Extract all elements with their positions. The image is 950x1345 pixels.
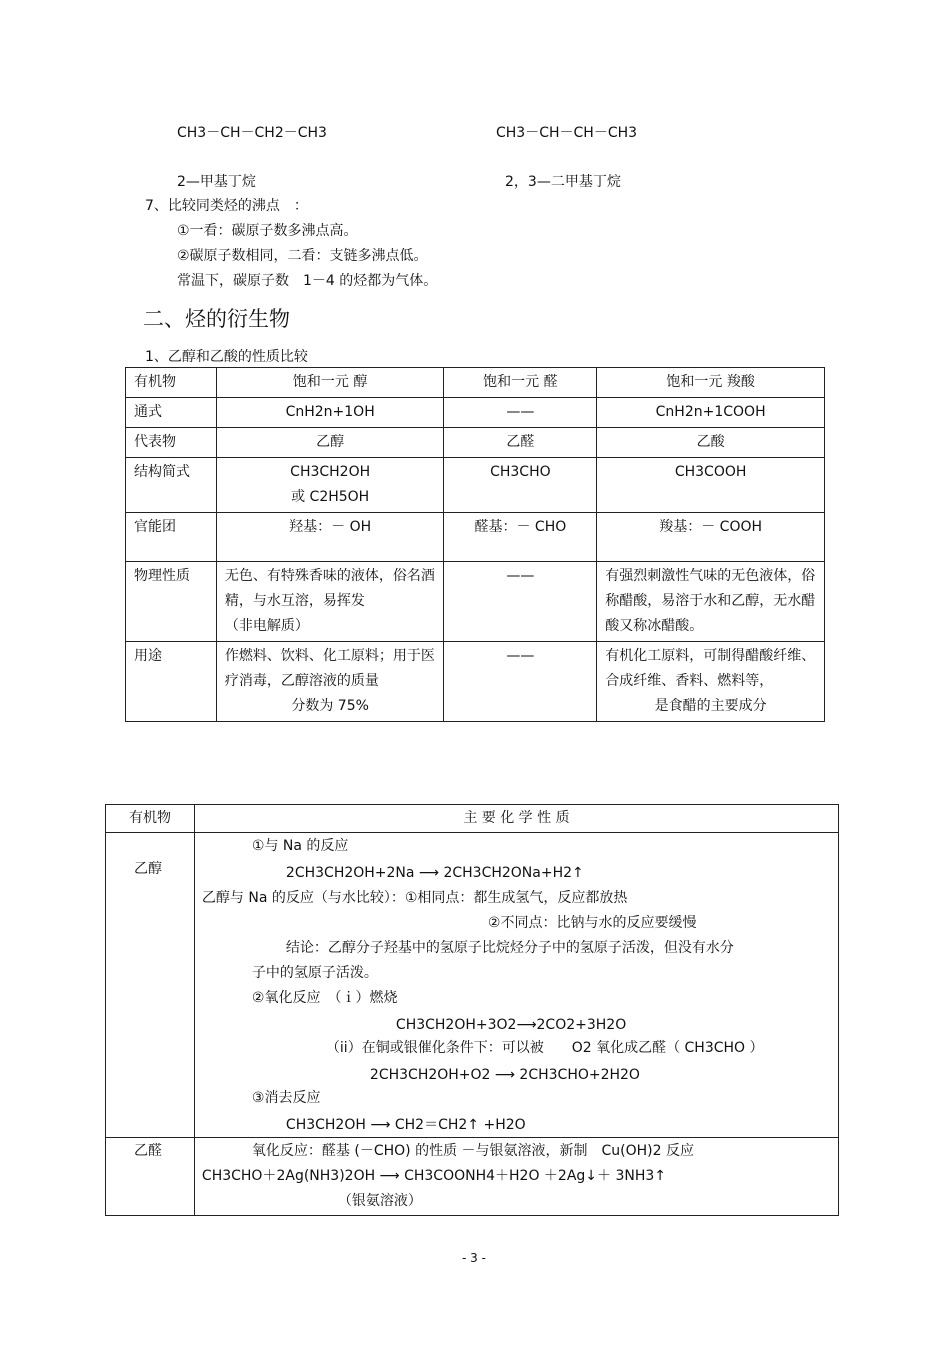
- compound-name: 乙醛: [134, 1143, 162, 1159]
- table-cell: 醛基：－ CHO: [444, 513, 597, 562]
- table-cell: [194, 1138, 838, 1216]
- compound-name: 乙醇: [134, 861, 162, 877]
- table-row: [126, 458, 825, 513]
- table-row: [126, 428, 825, 458]
- table-cell: 饱和一元 醇: [216, 368, 444, 398]
- text-line: 子中的氢原子活泼。: [251, 965, 378, 981]
- text-line: 氧化反应：醛基 (－CHO) 的性质 －与银氨溶液，新制 Cu(OH)2 反应: [251, 1143, 694, 1159]
- cell-text: 是食醋的主要成分: [654, 698, 767, 714]
- table-cell: CH3COOH: [597, 458, 825, 513]
- cell-text: 分数为 75%: [291, 698, 369, 714]
- rule-3: 常温下，碳原子数 1－4 的烃都为气体。: [177, 273, 438, 289]
- comparison-table: [125, 367, 825, 722]
- cell-text: 无色、有特殊香味的液体，俗名酒精，与水互溶，易挥发: [224, 568, 435, 609]
- table-row: [106, 1138, 839, 1216]
- table-cell: CnH2n+1COOH: [597, 398, 825, 428]
- equation: CH3CH2OH+3O2⟶2CO2+3H2O: [395, 1017, 627, 1033]
- equation: CH3CHO＋2Ag(NH3)2OH ⟶ CH3COONH4＋H2O ＋2Ag↓＋ 3NH3↑: [201, 1168, 667, 1184]
- equation: 2CH3CH2OH+2Na ⟶ 2CH3CH2ONa+H2↑: [285, 865, 584, 881]
- table-row: [126, 398, 825, 428]
- table-cell: 乙醇: [216, 428, 444, 458]
- table-cell: 乙酸: [597, 428, 825, 458]
- table-cell: [216, 642, 444, 722]
- table-cell: [194, 833, 838, 1138]
- table-cell: 有机物: [106, 805, 195, 833]
- equation: CH3CH2OH ⟶ CH2＝CH2↑ +H2O: [285, 1117, 526, 1133]
- text-line: （ii）在铜或银催化条件下：可以被 O2 氧化成乙醛（ CH3CHO ）: [325, 1040, 764, 1056]
- table-row: [106, 805, 839, 833]
- table-cell: 有强烈刺激性气味的无色液体，俗称醋酸，易溶于水和乙醇，无水醋酸又称冰醋酸。: [597, 562, 825, 642]
- table-cell: [216, 562, 444, 642]
- table-cell: ——: [444, 562, 597, 642]
- table-cell: [216, 458, 444, 513]
- cell-text: （非电解质）: [224, 618, 309, 634]
- cell-text: 作燃料、饮料、化工原料；用于医疗消毒，乙醇溶液的质量: [224, 648, 435, 689]
- table-row: [126, 368, 825, 398]
- table-cell: CnH2n+1OH: [216, 398, 444, 428]
- structure-formula-2: CH3－CH－CH－CH3: [496, 125, 638, 141]
- table-cell: 饱和一元 羧酸: [597, 368, 825, 398]
- table-cell: [106, 833, 195, 1138]
- text-line: ①与 Na 的反应: [251, 838, 349, 854]
- text-line: 乙醇与 Na 的反应（与水比较）：①相同点：都生成氢气，反应都放热: [201, 890, 628, 906]
- text-line: ②氧化反应 （ｉ）燃烧: [251, 990, 398, 1006]
- table-cell: 官能团: [126, 513, 217, 562]
- chemical-properties-table: [105, 804, 839, 1216]
- table-cell: ——: [444, 398, 597, 428]
- equation: 2CH3CH2OH+O2 ⟶ 2CH3CHO+2H2O: [369, 1067, 640, 1083]
- table-row: [106, 833, 839, 1138]
- compound-name-1: 2—甲基丁烷: [177, 174, 256, 190]
- section-title: 二、烃的衍生物: [143, 307, 290, 331]
- table-cell: 有机物: [126, 368, 217, 398]
- table-cell: [106, 1138, 195, 1216]
- table-cell: [597, 642, 825, 722]
- table-cell: 用途: [126, 642, 217, 722]
- rule-2: ②碳原子数相同，二看：支链多沸点低。: [177, 248, 428, 264]
- table-cell: 结构简式: [126, 458, 217, 513]
- cell-line: CH3CH2OH: [290, 464, 371, 480]
- text-line: 结论：乙醇分子羟基中的氢原子比烷烃分子中的氢原子活泼，但没有水分: [285, 940, 734, 956]
- point-7: 7、比较同类烃的沸点 ：: [145, 198, 308, 214]
- table-cell: 饱和一元 醛: [444, 368, 597, 398]
- table-cell: ——: [444, 642, 597, 722]
- table-cell: 物理性质: [126, 562, 217, 642]
- table-cell: 通式: [126, 398, 217, 428]
- table-cell: 代表物: [126, 428, 217, 458]
- table-cell: 羟基：－ OH: [216, 513, 444, 562]
- compound-name-2: 2，3—二甲基丁烷: [505, 174, 621, 190]
- table-row: [126, 562, 825, 642]
- text-line: （银氨溶液）: [337, 1193, 422, 1209]
- rule-1: ①一看：碳原子数多沸点高。: [177, 223, 358, 239]
- page-number: - 3 -: [462, 1251, 486, 1265]
- text-line: ③消去反应: [251, 1090, 321, 1106]
- text-line: ②不同点：比钠与水的反应要缓慢: [487, 915, 697, 931]
- table-cell: 乙醛: [444, 428, 597, 458]
- table-cell: CH3CHO: [444, 458, 597, 513]
- cell-text: 有机化工原料，可制得醋酸纤维、合成纤维、香料、燃料等，: [605, 648, 816, 689]
- structure-formula-1: CH3－CH－CH2－CH3: [177, 125, 327, 141]
- table-row: [126, 513, 825, 562]
- subsection-title: 1、乙醇和乙酸的性质比较: [145, 349, 308, 365]
- table-cell: 羧基：－ COOH: [597, 513, 825, 562]
- table-row: [126, 642, 825, 722]
- table-cell: 主 要 化 学 性 质: [194, 805, 838, 833]
- cell-line: 或 C2H5OH: [291, 489, 370, 505]
